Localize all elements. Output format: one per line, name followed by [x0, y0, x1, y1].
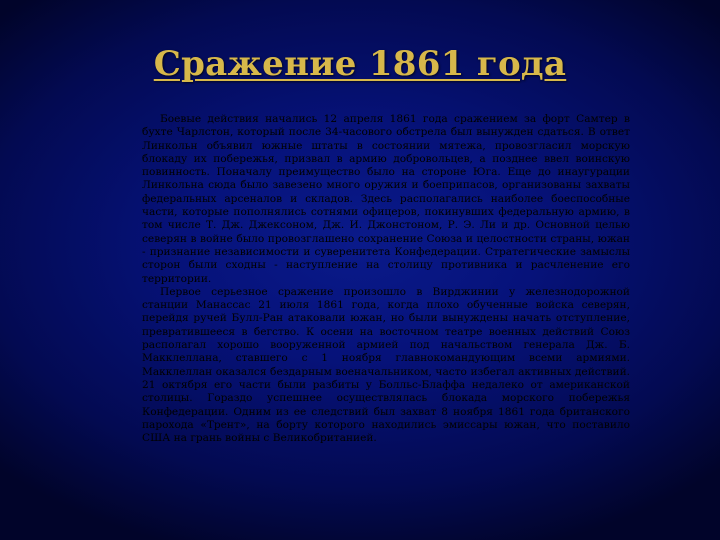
slide-title: Сражение 1861 года	[153, 44, 567, 84]
slide-body	[142, 113, 630, 445]
paragraph-2: Первое серьезное сражение произошло в Вирджинии у железнодорожной станции Манассас 21 июля 1861 года, когда плохо обученные войска северян, перейдя ручей Булл-Ран атаковали южан, но были вынуждены начать отступление, превратившееся в бегство. К осени на восточном театре военных действий Союз располагал хорошо вооруженной армией под начальством генерала Дж. Б. Макклеллана, ставшего с 1 ноября главнокомандующим всеми армиями. Макклеллан оказался бездарным военачальником, часто избегал активных действий. 21 октября его части были разбиты у Болльс-Блаффа недалеко от американской столицы. Гораздо успешнее осуществлялась блокада морского побережья Конфедерации. Одним из ее следствий был захват 8 ноября 1861 года британского парохода «Трент», на борту которого находились эмиссары южан, что поставило США на грань войны с Великобританией.	[142, 285, 630, 445]
paragraph-1: Боевые действия начались 12 апреля 1861 года сражением за форт Самтер в бухте Чарлстон, который после 34-часового обстрела был вынужден сдаться. В ответ Линкольн объявил южные штаты в состоянии мятежа, провозгласил морскую блокаду их побережья, призвал в армию добровольцев, а позднее ввел воинскую повинность. Поначалу преимущество было на стороне Юга. Еще до инаугурации Линкольна сюда было завезено много оружия и боеприпасов, организованы захваты федеральных арсеналов и складов. Здесь располагались наиболее боеспособные части, которые пополнялись сотнями офицеров, покинувших федеральную армию, в том числе Т. Дж. Джексоном, Дж. И. Джонстоном, Р. Э. Ли и др. Основной целью северян в войне было провозглашено сохранение Союза и целостности страны, южан - признание независимости и суверенитета Конфедерации. Стратегические замыслы сторон были сходны - наступление на столицу противника и расчленение его территории.	[142, 113, 630, 285]
